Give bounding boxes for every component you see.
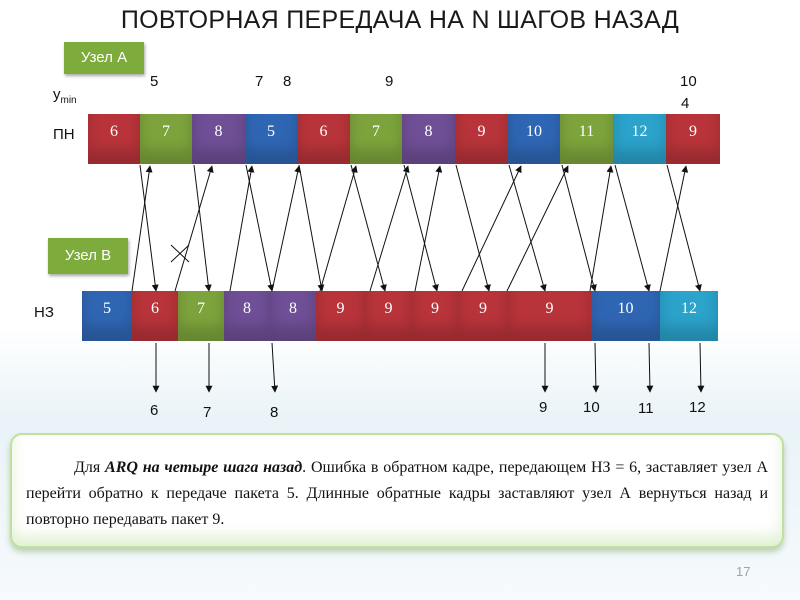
delivered-value: 6: [150, 402, 159, 419]
note-text-start: Для: [74, 459, 106, 476]
delivered-value: 8: [270, 404, 279, 421]
arrow-b-to-a: [462, 166, 521, 291]
arrow-b-to-a: [660, 166, 686, 291]
ymin-value: 9: [385, 73, 394, 90]
arrow-b-to-a: [132, 166, 150, 291]
frame-cell: 8: [192, 114, 245, 164]
frame-cell: 12: [660, 291, 718, 341]
frame-cell: 9: [365, 291, 412, 341]
frame-cell: 6: [88, 114, 140, 164]
arrow-a-to-b: [509, 165, 545, 291]
delivered-value: 12: [689, 399, 706, 416]
frame-cell: 9: [316, 291, 365, 341]
arrow-a-to-b: [140, 165, 156, 291]
node-b-label: Узел В: [48, 238, 128, 274]
frame-cell: 9: [412, 291, 458, 341]
frame-cell: 8: [402, 114, 455, 164]
arrow-b-to-a: [230, 166, 252, 291]
note-text-end: . Ошибка в обратном кадре, передающем НЗ = 6, заставляет узел А перейти обратно к передаче пакета 5. Длинные обратные кадры заставляют узел А вернуться назад и повторно передавать пакет 9.: [26, 459, 769, 528]
delivery-arrow: [595, 343, 596, 392]
delivered-value: 9: [539, 399, 548, 416]
frame-cell: 12: [613, 114, 666, 164]
arrow-a-to-b: [667, 165, 700, 291]
explanation-text: [26, 455, 768, 533]
ymin-value: 4: [681, 95, 690, 112]
frame-cell: 10: [591, 291, 660, 341]
page-number: 17: [736, 564, 751, 579]
note-text-emphasis: ARQ на четыре шага назад: [105, 459, 303, 476]
frame-cell: 8: [270, 291, 316, 341]
ymin-text: y: [53, 86, 61, 103]
ymin-value: 10: [680, 73, 697, 90]
frame-cell: 8: [224, 291, 270, 341]
arrow-a-to-b: [615, 165, 649, 291]
arrow-a-to-b: [351, 165, 385, 291]
frame-cell: 7: [140, 114, 192, 164]
arrow-b-to-a: [370, 166, 408, 291]
frame-cell: 6: [297, 114, 350, 164]
explanation-note: [10, 433, 784, 548]
delivered-value: 10: [583, 399, 600, 416]
arrow-a-to-b: [456, 165, 489, 291]
frame-cell: 5: [82, 291, 132, 341]
frame-cell: 6: [132, 291, 178, 341]
frame-cell: 9: [455, 114, 508, 164]
arrow-b-to-a: [320, 166, 356, 291]
frame-cell: 7: [178, 291, 224, 341]
delivery-arrow: [700, 343, 701, 392]
delivery-arrow: [272, 343, 275, 392]
arrow-b-to-a: [415, 166, 440, 291]
arrow-b-to-a: [590, 166, 611, 291]
slide-title: ПОВТОРНАЯ ПЕРЕДАЧА НА N ШАГОВ НАЗАД: [120, 6, 680, 34]
frame-cell: 10: [508, 114, 560, 164]
arrow-a-to-b: [246, 165, 272, 291]
arrow-b-to-a: [272, 166, 299, 291]
frame-cell: 11: [560, 114, 613, 164]
pn-label: ПН: [53, 126, 75, 143]
node-a-label: Узел А: [64, 42, 144, 74]
ymin-value: 5: [150, 73, 159, 90]
arrow-a-to-b: [299, 165, 322, 291]
delivery-arrow: [649, 343, 650, 392]
ymin-value: 7: [255, 73, 264, 90]
frame-cell: 9: [666, 114, 720, 164]
nz-label: НЗ: [34, 304, 54, 321]
ymin-value: 8: [283, 73, 292, 90]
arrow-a-to-b: [562, 165, 595, 291]
frame-cell: 9: [508, 291, 591, 341]
delivered-value: 7: [203, 404, 212, 421]
frame-cell: 5: [245, 114, 297, 164]
ymin-sub: min: [60, 95, 77, 106]
frame-cell: 9: [458, 291, 508, 341]
frame-cell: 7: [350, 114, 402, 164]
delivered-value: 11: [638, 400, 654, 417]
arrow-b-to-a: [507, 166, 568, 291]
arrow-a-to-b: [404, 165, 437, 291]
